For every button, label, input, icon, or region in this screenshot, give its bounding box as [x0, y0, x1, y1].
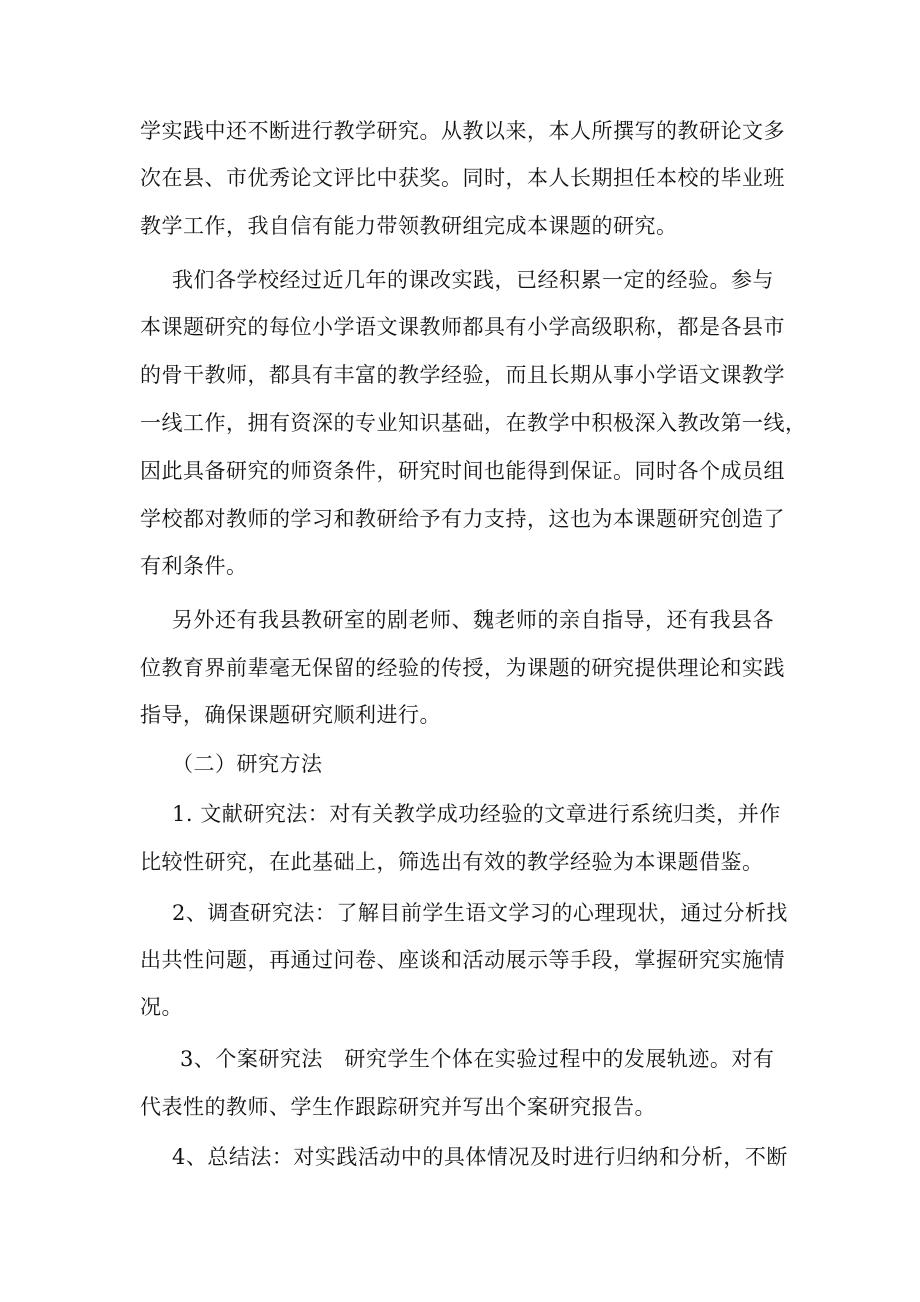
text-line: 教学工作，我自信有能力带领教研组完成本课题的研究。: [140, 214, 678, 238]
text-line: 我们各学校经过近几年的课改实践，已经积累一定的经验。参与: [172, 268, 774, 292]
text-line: 代表性的教师、学生作跟踪研究并写出个案研究报告。: [140, 1095, 656, 1119]
text-line: 指导，确保课题研究顺利进行。: [140, 703, 441, 727]
text-line: 次在县、市优秀论文评比中获奖。同时，本人长期担任本校的毕业班: [140, 166, 785, 190]
text-line: 比较性研究，在此基础上，筛选出有效的教学经验为本课题借鉴。: [140, 850, 764, 874]
text-line: 出共性问题，再通过问卷、座谈和活动展示等手段，掌握研究实施情: [140, 948, 785, 972]
text-line: 一线工作，拥有资深的专业知识基础，在教学中积极深入教改第一线，: [140, 411, 807, 435]
text-line: 1. 文献研究法：对有关教学成功经验的文章进行系统归类，并作: [172, 802, 781, 826]
text-line: 因此具备研究的师资条件，研究时间也能得到保证。同时各个成员组: [140, 459, 785, 483]
text-line: 另外还有我县教研室的剧老师、魏老师的亲自指导，还有我县各: [172, 608, 774, 632]
text-line: 4、总结法：对实践活动中的具体情况及时进行归纳和分析，不断: [172, 1145, 788, 1169]
section-heading: （二）研究方法: [172, 752, 323, 776]
text-line: 学校都对教师的学习和教研给予有力支持，这也为本课题研究创造了: [140, 507, 785, 531]
text-line: 的骨干教师，都具有丰富的教学经验，而且长期从事小学语文课教学: [140, 363, 785, 387]
text-line: 况。: [140, 995, 183, 1019]
text-line: 3、个案研究法 研究学生个体在实验过程中的发展轨迹。对有: [180, 1047, 775, 1071]
text-line: 2、调查研究法：了解目前学生语文学习的心理现状，通过分析找: [172, 901, 788, 925]
text-line: 位教育界前辈毫无保留的经验的传授，为课题的研究提供理论和实践: [140, 656, 785, 680]
text-line: 有利条件。: [140, 554, 248, 578]
text-line: 学实践中还不断进行教学研究。从教以来，本人所撰写的教研论文多: [140, 119, 785, 143]
text-line: 本课题研究的每位小学语文课教师都具有小学高级职称，都是各县市: [140, 315, 785, 339]
